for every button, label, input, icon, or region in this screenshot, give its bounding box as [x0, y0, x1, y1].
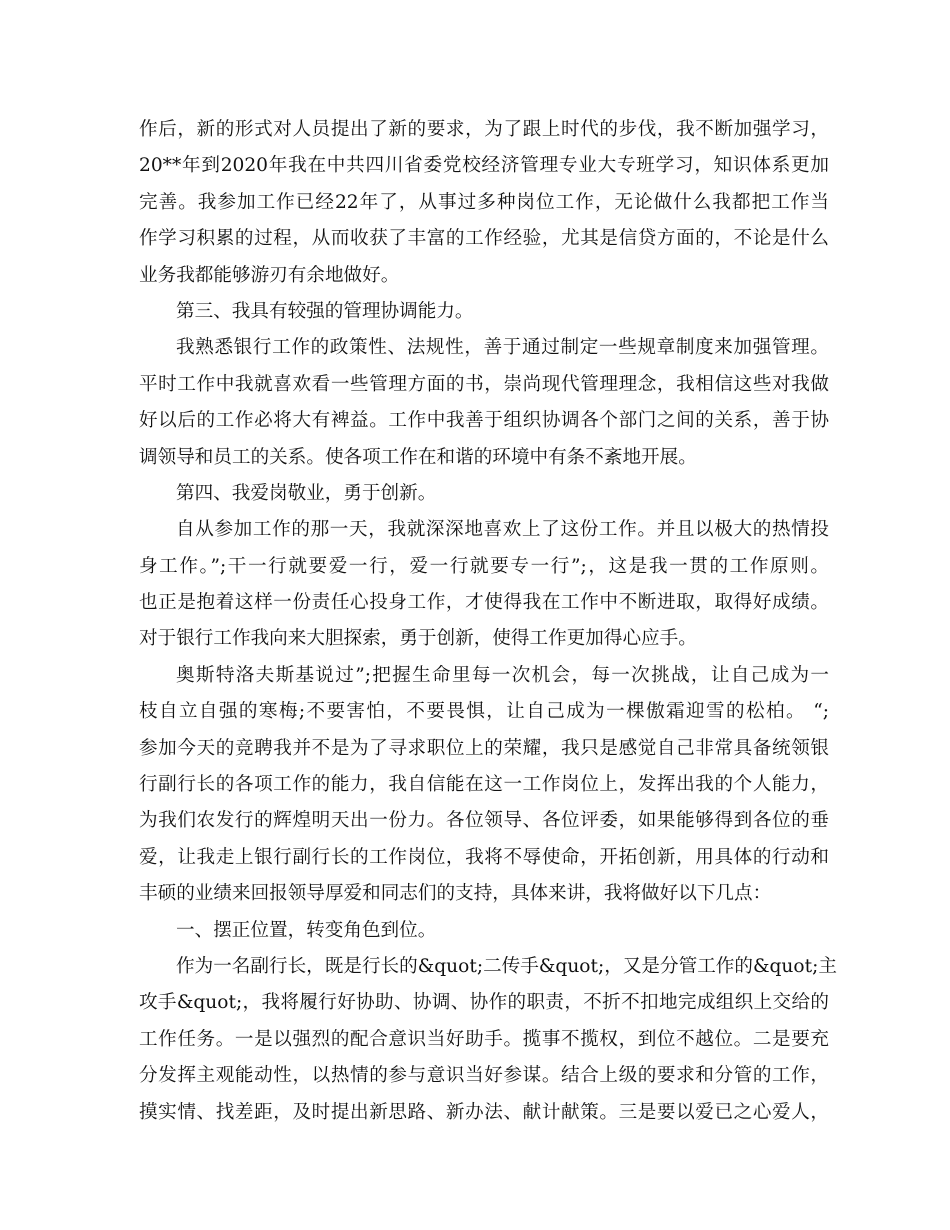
text-line: 奥斯特洛夫斯基说过”;把握生命里每一次机会，每一次挑战，让自己成为一	[176, 664, 829, 686]
text-line: 完善。我参加工作已经22年了，从事过多种岗位工作，无论做什么我都把工作当	[139, 191, 829, 213]
text-line: 作后，新的形式对人员提出了新的要求，为了跟上时代的步伐，我不断加强学习，	[139, 119, 829, 140]
text-line: 工作任务。一是以强烈的配合意识当好助手。揽事不揽权，到位不越位。二是要充	[139, 1028, 829, 1050]
text-line: 20**年到2020年我在中共四川省委党校经济管理专业大专班学习，知识体系更加	[139, 155, 829, 177]
text-line: 自从参加工作的那一天，我就深深地喜欢上了这份工作。并且以极大的热情投	[176, 519, 829, 541]
text-line: 身工作。”;干一行就要爱一行，爱一行就要专一行”;，这是我一贯的工作原则。	[139, 555, 829, 577]
text-line: 对于银行工作我向来大胆探索，勇于创新，使得工作更加得心应手。	[139, 628, 697, 650]
text-line: 作为一名副行长，既是行长的&quot;二传手&quot;，又是分管工作的&quot;主	[176, 955, 837, 977]
text-line: 平时工作中我就喜欢看一些管理方面的书，崇尚现代管理理念，我相信这些对我做	[139, 373, 829, 395]
text-line: 一、摆正位置，转变角色到位。	[176, 919, 437, 941]
text-line: 作学习积累的过程，从而收获了丰富的工作经验，尤其是信贷方面的，不论是什么	[139, 228, 829, 250]
text-line: 参加今天的竞聘我并不是为了寻求职位上的荣耀，我只是感觉自己非常具备统领银	[139, 737, 829, 759]
text-line: 攻手&quot;，我将履行好协助、协调、协作的职责，不折不扣地完成组织上交给的	[139, 992, 829, 1014]
text-line: 第三、我具有较强的管理协调能力。	[176, 300, 474, 322]
text-line: 第四、我爱岗敬业，勇于创新。	[176, 482, 437, 504]
text-line: 摸实情、找差距，及时提出新思路、新办法、献计献策。三是要以爱已之心爱人，	[139, 1101, 829, 1123]
text-line: 爱，让我走上银行副行长的工作岗位，我将不辱使命，开拓创新，用具体的行动和	[139, 846, 829, 868]
text-line: 好以后的工作必将大有裨益。工作中我善于组织协调各个部门之间的关系，善于协	[139, 410, 829, 432]
text-line: 我熟悉银行工作的政策性、法规性，善于通过制定一些规章制度来加强管理。	[176, 337, 829, 359]
text-line: 为我们农发行的辉煌明天出一份力。各位领导、各位评委，如果能够得到各位的垂	[139, 810, 829, 832]
document-body	[139, 112, 837, 1131]
text-line: 枝自立自强的寒梅;不要害怕，不要畏惧，让自己成为一棵傲霜迎雪的松柏。 “;	[139, 701, 829, 723]
text-line: 也正是抱着这样一份责任心投身工作，才使得我在工作中不断进取，取得好成绩。	[139, 592, 829, 614]
text-line: 分发挥主观能动性，以热情的参与意识当好参谋。结合上级的要求和分管的工作，	[139, 1065, 829, 1087]
text-line: 业务我都能够游刃有余地做好。	[139, 264, 400, 286]
text-line: 调领导和员工的关系。使各项工作在和谐的环境中有条不紊地开展。	[139, 446, 697, 468]
text-line: 丰硕的业绩来回报领导厚爱和同志们的支持，具体来讲，我将做好以下几点：	[139, 883, 772, 905]
text-line: 行副行长的各项工作的能力，我自信能在这一工作岗位上，发挥出我的个人能力，	[139, 774, 829, 796]
